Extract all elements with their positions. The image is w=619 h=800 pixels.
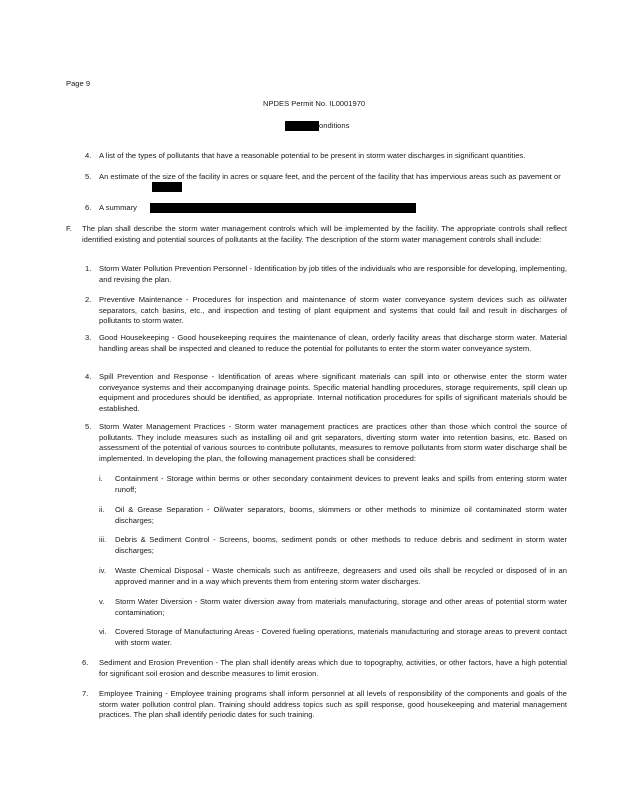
sub-item-text: Containment - Storage within berms or other secondary containment devices to prevent leaks and spills from entering storm water runoff; [115,474,567,494]
sub-item-number: ii. [99,505,105,514]
list-item-number: 2. [85,295,92,304]
sub-item-text: Storm Water Diversion - Storm water diversion away from materials manufacturing, storage and other areas of potential storm water contamination; [115,597,567,617]
list-item-text: A list of the types of pollutants that have a reasonable potential to be present in storm water discharges in significant quantities. [99,151,526,160]
list-item-number: 1. [85,264,92,273]
permit-number: NPDES Permit No. IL0001970 [263,99,366,108]
section-text: The plan shall describe the storm water management controls which will be implemented by the facility. The appropriate controls shall reflect identified existing and potential sources of pollutants at the facility. The description of the storm water management controls shall include: [82,224,567,244]
list-item-number: 3. [85,333,92,342]
section-heading: onditions [319,121,350,130]
sub-item-number: v. [99,597,105,606]
page-label: Page 9 [66,79,91,88]
list-item-number: 6. [82,658,89,667]
list-item-number: 5. [85,172,92,181]
list-item-text: Good Housekeeping - Good housekeeping requires the maintenance of clean, orderly facility areas that discharge storm water. Material handling areas shall be inspected and cleaned to reduce the potential for pollutants to enter the storm water conveyance system. [99,333,567,353]
list-item-number: 6. [85,203,92,212]
list-item-text: Employee Training - Employee training programs shall inform personnel at all levels of responsibility of the components and goals of the storm water pollution control plan. Training should address topics such as spill response, good housekeeping and material management practices. The plan shall identify periodic dates for such training. [99,689,567,719]
redaction-bar [285,121,319,131]
sub-item-number: vi. [99,627,107,636]
list-item-text: Preventive Maintenance - Procedures for inspection and maintenance of storm water conveyance system devices such as oil/water separators, catch basins, etc., and inspection and testing of plant equipment and systems that could fail and result in discharges of pollutants to storm water. [99,295,567,325]
sub-item-text: Waste Chemical Disposal - Waste chemicals such as antifreeze, degreasers and used oils shall be recycled or disposed of in an approved manner and in a way which prevents them from entering storm water discharges. [115,566,567,586]
list-item-text: Storm Water Pollution Prevention Personnel - Identification by job titles of the individuals who are responsible for developing, implementing, and revising the plan. [99,264,567,284]
list-item-text: A summary [99,203,137,212]
list-item-number: 4. [85,151,92,160]
sub-item-number: iv. [99,566,107,575]
sub-item-text: Covered Storage of Manufacturing Areas - Covered fueling operations, materials manufacturing and storage areas to prevent contact with storm water. [115,627,567,647]
sub-item-text: Oil & Grease Separation - Oil/water separators, booms, skimmers or other methods to minimize oil contaminated storm water discharges; [115,505,567,525]
sub-item-number: i. [99,474,103,483]
list-item-number: 5. [85,422,92,431]
redaction-bar [150,203,416,213]
list-item-number: 7. [82,689,89,698]
list-item-text: Spill Prevention and Response - Identification of areas where significant materials can spill into or otherwise enter the storm water conveyance systems and their accompanying drainage points. Specific material handling procedures, storage requirements, spill clean up equipment and procedures should be identified, as appropriate. Internal notification procedures for spills of significant materials should be established. [99,372,567,413]
sub-item-number: iii. [99,535,107,544]
section-letter: F. [66,224,72,233]
list-item-text: Sediment and Erosion Prevention - The plan shall identify areas which due to topography, activities, or other factors, have a high potential for significant soil erosion and describe measures to limit erosion. [99,658,567,678]
list-item-text: An estimate of the size of the facility in acres or square feet, and the percent of the facility that has impervious areas such as pavement or [99,172,561,181]
list-item-number: 4. [85,372,92,381]
list-item-text: Storm Water Management Practices - Storm water management practices are practices other than those which control the source of pollutants. They include measures such as installing oil and grit separators, diverting storm water into retention basins, etc. Based on assessment of the potential of various sources to contribute pollutants, measures to remove pollutants from storm water discharge shall be implemented. In developing the plan, the following management practices shall be considered: [99,422,567,463]
redaction-bar [152,182,182,192]
sub-item-text: Debris & Sediment Control - Screens, booms, sediment ponds or other methods to reduce debris and sediment in storm water discharges; [115,535,567,555]
